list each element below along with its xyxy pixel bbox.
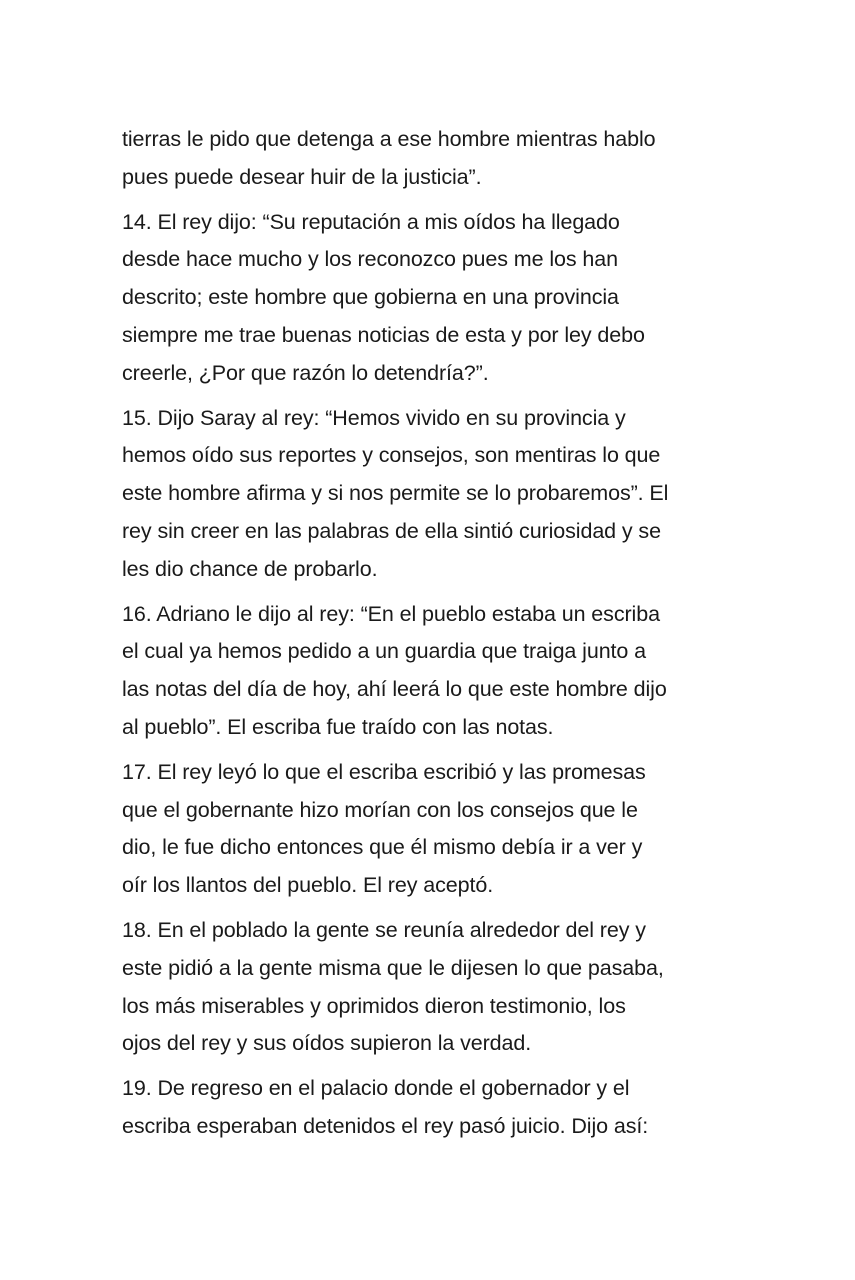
text-line: 14. El rey dijo: “Su reputación a mis oídos ha llegado [122,209,620,234]
paragraph-continuation [122,121,742,197]
text-line: 15. Dijo Saray al rey: “Hemos vivido en su provincia y [122,405,626,430]
text-line: siempre me trae buenas noticias de esta y por ley debo [122,322,645,347]
text-line: desde hace mucho y los reconozco pues me los han [122,247,618,272]
text-line: creerle, ¿Por que razón lo detendría?”. [122,360,489,385]
text-line: tierras le pido que detenga a ese hombre mientras hablo [122,127,656,151]
paragraph-verse-14 [122,204,742,393]
paragraph-verse-17 [122,754,742,905]
text-line: rey sin creer en las palabras de ella sintió curiosidad y se [122,518,661,543]
text-line: hemos oído sus reportes y consejos, son mentiras lo que [122,443,661,468]
text-line: les dio chance de probarlo. [122,556,378,581]
text-line: ojos del rey y sus oídos supieron la verdad. [122,1031,532,1056]
text-line: el cual ya hemos pedido a un guardia que traiga junto a [122,639,647,664]
text-line: oír los llantos del pueblo. El rey aceptó. [122,873,494,898]
text-line: dio, le fue dicho entonces que él mismo debía ir a ver y [122,835,643,860]
text-line: este pidió a la gente misma que le dijesen lo que pasaba, [122,955,664,980]
text-line: 18. En el poblado la gente se reunía alrededor del rey y [122,917,646,942]
text-line: descrito; este hombre que gobierna en una provincia [122,285,619,310]
text-line: las notas del día de hoy, ahí leerá lo que este hombre dijo [122,677,667,702]
page-body-text [122,121,742,1153]
text-line: pues puede desear huir de la justicia”. [122,164,482,189]
paragraph-verse-19 [122,1070,742,1146]
paragraph-verse-18 [122,912,742,1063]
text-line: los más miserables y oprimidos dieron testimonio, los [122,993,626,1018]
text-line: al pueblo”. El escriba fue traído con las notas. [122,714,554,739]
text-line: 16. Adriano le dijo al rey: “En el pueblo estaba un escriba [122,601,660,626]
text-line: 19. De regreso en el palacio donde el gobernador y el [122,1076,630,1101]
paragraph-verse-15 [122,400,742,589]
text-line: que el gobernante hizo morían con los consejos que le [122,797,638,822]
paragraph-verse-16 [122,596,742,747]
text-line: este hombre afirma y si nos permite se lo probaremos”. El [122,481,669,506]
text-line: escriba esperaban detenidos el rey pasó juicio. Dijo así: [122,1113,649,1138]
text-line: 17. El rey leyó lo que el escriba escribió y las promesas [122,759,646,784]
